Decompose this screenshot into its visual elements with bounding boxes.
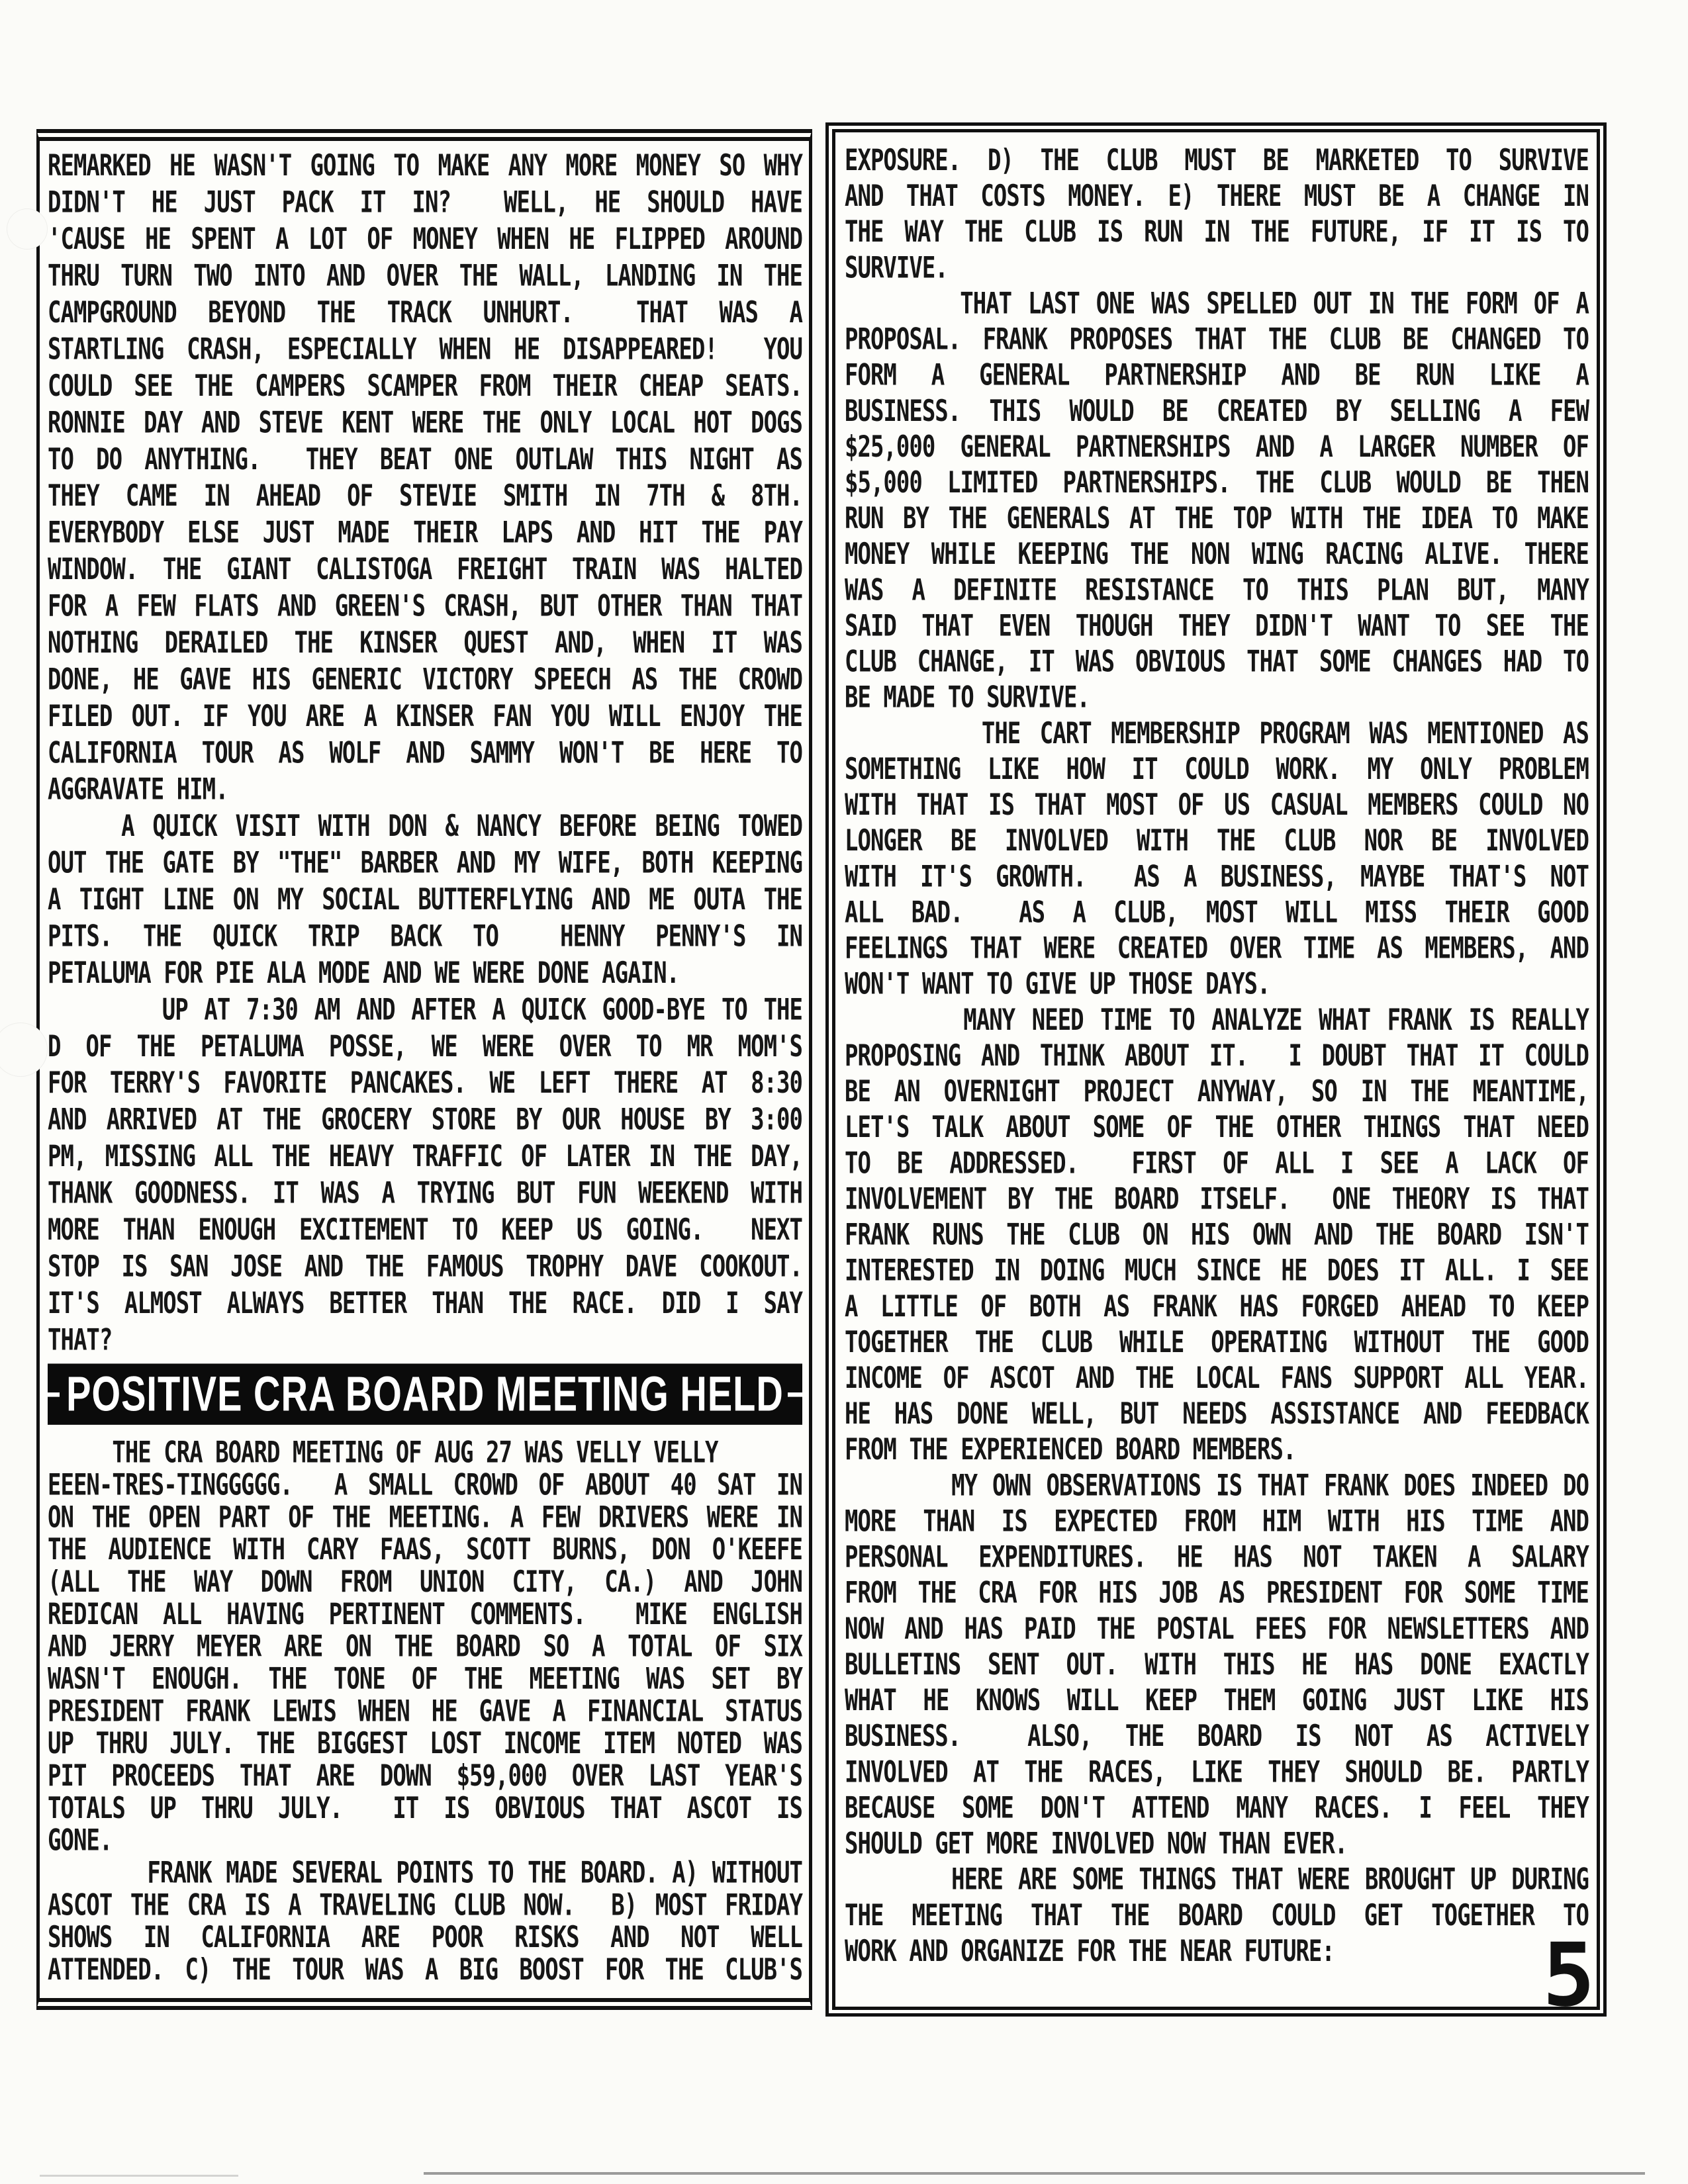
text-line: FOR TERRY'S FAVORITE PANCAKES. WE LEFT THERE AT 8:30: [48, 1066, 802, 1101]
text-line: A TIGHT LINE ON MY SOCIAL BUTTERFLYING AND ME OUTA THE: [48, 882, 802, 917]
text-line: BUSINESS. THIS WOULD BE CREATED BY SELLING A FEW: [845, 393, 1589, 429]
text-line: SURVIVE.: [845, 250, 948, 286]
text-line: THEY CAME IN AHEAD OF STEVIE SMITH IN 7TH & 8TH.: [48, 478, 802, 514]
text-line: PROPOSING AND THINK ABOUT IT. I DOUBT THAT IT COULD: [845, 1038, 1589, 1073]
left-column-text: [48, 148, 802, 1987]
text-line: BE AN OVERNIGHT PROJECT ANYWAY, SO IN THE MEANTIME,: [845, 1074, 1589, 1109]
text-line: WINDOW. THE GIANT CALISTOGA FREIGHT TRAIN WAS HALTED: [48, 552, 802, 587]
scan-artifact-line: [40, 2175, 238, 2177]
text-line: PIT PROCEEDS THAT ARE DOWN $59,000 OVER LAST YEAR'S: [48, 1758, 802, 1794]
text-line: WAS A DEFINITE RESISTANCE TO THIS PLAN BUT, MANY: [845, 572, 1589, 608]
text-line: THE WAY THE CLUB IS RUN IN THE FUTURE, IF IT IS TO: [845, 214, 1589, 250]
text-line: MORE THAN ENOUGH EXCITEMENT TO KEEP US GOING. NEXT: [48, 1212, 802, 1248]
text-line: TOGETHER THE CLUB WHILE OPERATING WITHOUT THE GOOD: [845, 1324, 1589, 1360]
text-line: EVERYBODY ELSE JUST MADE THEIR LAPS AND HIT THE PAY: [48, 515, 802, 551]
text-line: PETALUMA FOR PIE ALA MODE AND WE WERE DONE AGAIN.: [48, 956, 680, 991]
text-line: EEEN-TRES-TINGGGGG. A SMALL CROWD OF ABOUT 40 SAT IN: [48, 1467, 802, 1503]
text-line: FORM A GENERAL PARTNERSHIP AND BE RUN LIKE A: [845, 357, 1589, 393]
text-line: ATTENDED. C) THE TOUR WAS A BIG BOOST FOR THE CLUB'S: [48, 1952, 802, 1987]
text-line: PERSONAL EXPENDITURES. HE HAS NOT TAKEN A SALARY: [845, 1539, 1589, 1575]
text-line: CLUB CHANGE, IT WAS OBVIOUS THAT SOME CHANGES HAD TO: [845, 644, 1589, 680]
left-column-top-paragraphs: [48, 148, 802, 1359]
text-line: STARTLING CRASH, ESPECIALLY WHEN HE DISAPPEARED! YOU: [48, 332, 802, 367]
text-line: PITS. THE QUICK TRIP BACK TO HENNY PENNY'S IN: [48, 919, 802, 954]
text-line: WASN'T ENOUGH. THE TONE OF THE MEETING WAS SET BY: [48, 1661, 802, 1697]
text-line: SAID THAT EVEN THOUGH THEY DIDN'T WANT TO SEE THE: [845, 608, 1589, 644]
text-line: DONE, HE GAVE HIS GENERIC VICTORY SPEECH AS THE CROWD: [48, 662, 802, 698]
text-line: STOP IS SAN JOSE AND THE FAMOUS TROPHY DAVE COOKOUT.: [48, 1249, 802, 1285]
text-line: PRESIDENT FRANK LEWIS WHEN HE GAVE A FINANCIAL STATUS: [48, 1694, 802, 1729]
text-line: D OF THE PETALUMA POSSE, WE WERE OVER TO MR MOM'S: [48, 1028, 802, 1064]
text-line: RONNIE DAY AND STEVE KENT WERE THE ONLY LOCAL HOT DOGS: [48, 405, 802, 441]
text-line: AGGRAVATE HIM.: [48, 772, 228, 807]
text-line: WITH THAT IS THAT MOST OF US CASUAL MEMBERS COULD NO: [845, 788, 1589, 823]
text-line: A LITTLE OF BOTH AS FRANK HAS FORGED AHEAD TO KEEP: [845, 1289, 1589, 1324]
right-column-text: [845, 143, 1589, 1970]
text-line: FEELINGS THAT WERE CREATED OVER TIME AS MEMBERS, AND: [845, 931, 1589, 966]
text-line: CALIFORNIA TOUR AS WOLF AND SAMMY WON'T BE HERE TO: [48, 735, 802, 771]
text-line: WHAT HE KNOWS WILL KEEP THEM GOING JUST LIKE HIS: [845, 1683, 1589, 1718]
text-line: BULLETINS SENT OUT. WITH THIS HE HAS DONE EXACTLY: [845, 1647, 1589, 1682]
text-line: WON'T WANT TO GIVE UP THOSE DAYS.: [845, 966, 1270, 1002]
text-line: THE MEETING THAT THE BOARD COULD GET TOGETHER TO: [845, 1897, 1589, 1933]
text-line: A QUICK VISIT WITH DON & NANCY BEFORE BEING TOWED: [48, 809, 802, 844]
text-line: FOR A FEW FLATS AND GREEN'S CRASH, BUT OTHER THAN THAT: [48, 588, 802, 624]
text-line: EXPOSURE. D) THE CLUB MUST BE MARKETED TO SURVIVE: [845, 143, 1589, 178]
text-line: SHOULD GET MORE INVOLVED NOW THAN EVER.: [845, 1826, 1348, 1862]
right-column-paragraphs: [845, 143, 1589, 1970]
text-line: RUN BY THE GENERALS AT THE TOP WITH THE IDEA TO MAKE: [845, 501, 1589, 536]
text-line: FRANK MADE SEVERAL POINTS TO THE BOARD. A) WITHOUT: [48, 1855, 802, 1891]
text-line: MANY NEED TIME TO ANALYZE WHAT FRANK IS REALLY: [845, 1002, 1589, 1038]
text-line: OUT THE GATE BY "THE" BARBER AND MY WIFE, BOTH KEEPING: [48, 845, 802, 881]
text-line: THE CART MEMBERSHIP PROGRAM WAS MENTIONED AS: [845, 715, 1589, 751]
text-line: (ALL THE WAY DOWN FROM UNION CITY, CA.) AND JOHN: [48, 1565, 802, 1600]
text-line: INVOLVEMENT BY THE BOARD ITSELF. ONE THEORY IS THAT: [845, 1181, 1589, 1217]
text-line: AND ARRIVED AT THE GROCERY STORE BY OUR HOUSE BY 3:00: [48, 1102, 802, 1138]
text-line: TO BE ADDRESSED. FIRST OF ALL I SEE A LACK OF: [845, 1146, 1589, 1181]
text-line: DIDN'T HE JUST PACK IT IN? WELL, HE SHOULD HAVE: [48, 185, 802, 220]
text-line: FRANK RUNS THE CLUB ON HIS OWN AND THE BOARD ISN'T: [845, 1217, 1589, 1253]
text-line: HE HAS DONE WELL, BUT NEEDS ASSISTANCE AND FEEDBACK: [845, 1396, 1589, 1432]
text-line: ON THE OPEN PART OF THE MEETING. A FEW DRIVERS WERE IN: [48, 1500, 802, 1535]
text-line: TOTALS UP THRU JULY. IT IS OBVIOUS THAT ASCOT IS: [48, 1790, 802, 1826]
text-line: TO DO ANYTHING. THEY BEAT ONE OUTLAW THIS NIGHT AS: [48, 441, 802, 477]
text-line: ALL BAD. AS A CLUB, MOST WILL MISS THEIR GOOD: [845, 895, 1589, 931]
text-line: WORK AND ORGANIZE FOR THE NEAR FUTURE:: [845, 1934, 1335, 1969]
text-line: BE MADE TO SURVIVE.: [845, 680, 1090, 715]
text-line: THAT?: [48, 1322, 113, 1358]
text-line: LONGER BE INVOLVED WITH THE CLUB NOR BE INVOLVED: [845, 823, 1589, 859]
text-line: PM, MISSING ALL THE HEAVY TRAFFIC OF LATER IN THE DAY,: [48, 1139, 802, 1175]
section-heading-banner: [48, 1363, 802, 1424]
text-line: GONE.: [48, 1823, 113, 1858]
text-line: HERE ARE SOME THINGS THAT WERE BROUGHT UP DURING: [845, 1862, 1589, 1897]
text-line: IT'S ALMOST ALWAYS BETTER THAN THE RACE. DID I SAY: [48, 1285, 802, 1321]
text-line: FROM THE CRA FOR HIS JOB AS PRESIDENT FOR SOME TIME: [845, 1575, 1589, 1611]
text-line: PROPOSAL. FRANK PROPOSES THAT THE CLUB BE CHANGED TO: [845, 322, 1589, 357]
text-line: WITH IT'S GROWTH. AS A BUSINESS, MAYBE THAT'S NOT: [845, 859, 1589, 895]
text-line: MY OWN OBSERVATIONS IS THAT FRANK DOES INDEED DO: [845, 1468, 1589, 1504]
text-line: LET'S TALK ABOUT SOME OF THE OTHER THINGS THAT NEED: [845, 1110, 1589, 1146]
text-line: 'CAUSE HE SPENT A LOT OF MONEY WHEN HE FLIPPED AROUND: [48, 222, 802, 257]
text-line: REMARKED HE WASN'T GOING TO MAKE ANY MORE MONEY SO WHY: [48, 148, 802, 184]
text-line: SHOWS IN CALIFORNIA ARE POOR RISKS AND NOT WELL: [48, 1920, 802, 1956]
banner-rule-right: [788, 1392, 802, 1397]
text-line: INTERESTED IN DOING MUCH SINCE HE DOES IT ALL. I SEE: [845, 1253, 1589, 1289]
text-line: AND THAT COSTS MONEY. E) THERE MUST BE A CHANGE IN: [845, 179, 1589, 214]
text-line: ASCOT THE CRA IS A TRAVELING CLUB NOW. B) MOST FRIDAY: [48, 1888, 802, 1923]
text-line: SOMETHING LIKE HOW IT COULD WORK. MY ONLY PROBLEM: [845, 752, 1589, 787]
banner-rule-left: [48, 1392, 60, 1397]
text-line: $25,000 GENERAL PARTNERSHIPS AND A LARGER NUMBER OF: [845, 429, 1589, 465]
text-line: THE CRA BOARD MEETING OF AUG 27 WAS VELLY VELLY: [48, 1435, 718, 1471]
text-line: THAT LAST ONE WAS SPELLED OUT IN THE FORM OF A: [845, 286, 1589, 322]
left-column-box: [36, 129, 812, 2010]
left-column-bottom-paragraphs: [48, 1437, 802, 1986]
text-line: CAMPGROUND BEYOND THE TRACK UNHURT. THAT WAS A: [48, 295, 802, 330]
scan-artifact-line: [424, 2172, 1645, 2175]
text-line: NOTHING DERAILED THE KINSER QUEST AND, WHEN IT WAS: [48, 625, 802, 660]
text-line: COULD SEE THE CAMPERS SCAMPER FROM THEIR CHEAP SEATS.: [48, 368, 802, 404]
text-line: FROM THE EXPERIENCED BOARD MEMBERS.: [845, 1432, 1296, 1468]
page-number: 5: [1542, 1925, 1595, 2026]
text-line: THRU TURN TWO INTO AND OVER THE WALL, LANDING IN THE: [48, 258, 802, 294]
text-line: INCOME OF ASCOT AND THE LOCAL FANS SUPPORT ALL YEAR.: [845, 1361, 1589, 1396]
text-line: UP THRU JULY. THE BIGGEST LOST INCOME ITEM NOTED WAS: [48, 1726, 802, 1762]
text-line: MORE THAN IS EXPECTED FROM HIM WITH HIS TIME AND: [845, 1504, 1589, 1539]
text-line: $5,000 LIMITED PARTNERSHIPS. THE CLUB WOULD BE THEN: [845, 465, 1589, 500]
right-column-box: [825, 122, 1607, 2026]
text-line: FILED OUT. IF YOU ARE A KINSER FAN YOU WILL ENJOY THE: [48, 698, 802, 734]
text-line: NOW AND HAS PAID THE POSTAL FEES FOR NEWSLETTERS AND: [845, 1611, 1589, 1647]
text-line: REDICAN ALL HAVING PERTINENT COMMENTS. MIKE ENGLISH: [48, 1596, 802, 1632]
section-heading-title: POSITIVE CRA BOARD MEETING HELD: [66, 1366, 784, 1422]
text-line: THE AUDIENCE WITH CARY FAAS, SCOTT BURNS, DON O'KEEFE: [48, 1532, 802, 1567]
hole-punch: [7, 208, 48, 250]
text-line: BUSINESS. ALSO, THE BOARD IS NOT AS ACTIVELY: [845, 1719, 1589, 1754]
text-line: BECAUSE SOME DON'T ATTEND MANY RACES. I FEEL THEY: [845, 1790, 1589, 1826]
text-line: INVOLVED AT THE RACES, LIKE THEY SHOULD BE. PARTLY: [845, 1754, 1589, 1790]
text-line: AND JERRY MEYER ARE ON THE BOARD SO A TOTAL OF SIX: [48, 1629, 802, 1664]
text-line: MONEY WHILE KEEPING THE NON WING RACING ALIVE. THERE: [845, 537, 1589, 572]
text-line: UP AT 7:30 AM AND AFTER A QUICK GOOD-BYE TO THE: [48, 992, 802, 1028]
text-line: THANK GOODNESS. IT WAS A TRYING BUT FUN WEEKEND WITH: [48, 1175, 802, 1211]
